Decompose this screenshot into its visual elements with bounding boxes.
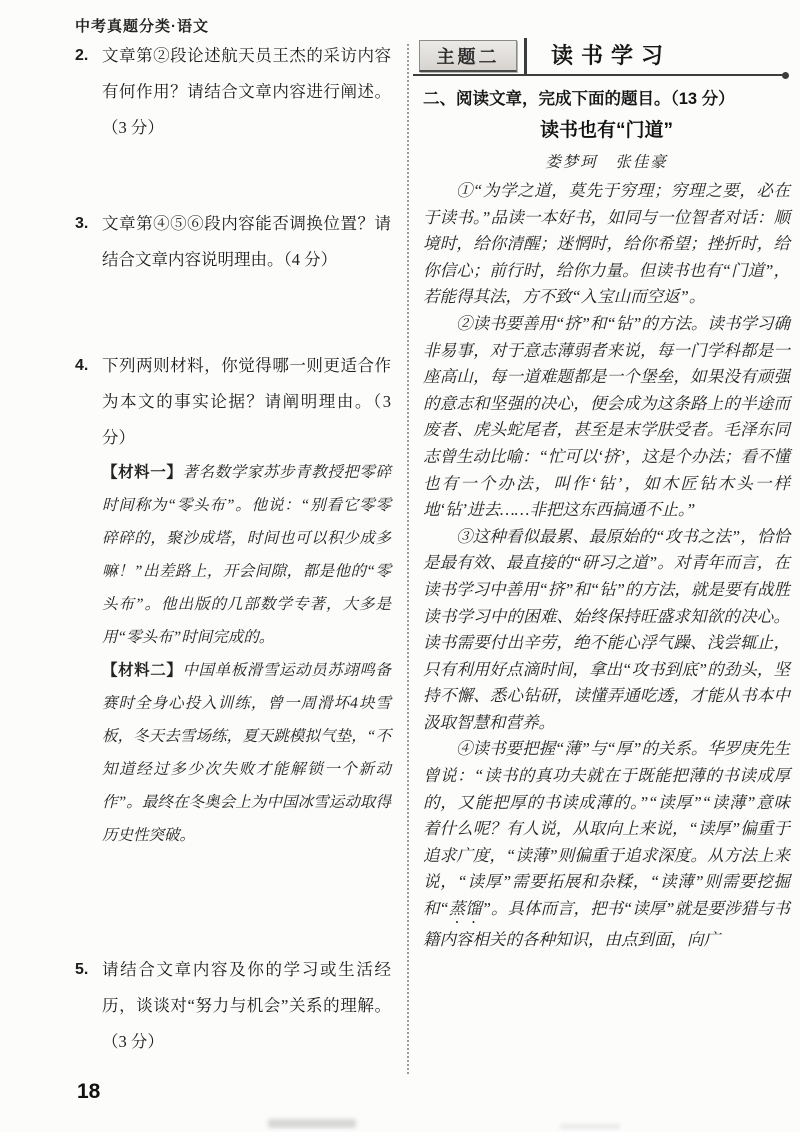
article-authors: 娄梦珂 张佳豪 (545, 154, 668, 171)
question-5-text: 请结合文章内容及你的学习或生活经历，谈谈对“努力与机会”关系的理解。（3 分） (102, 960, 391, 1051)
section-intro: 二、阅读文章，完成下面的题目。（13 分） (423, 90, 735, 108)
article-paragraph-4-emphasized: 蒸馏 (448, 899, 482, 919)
question-3-text: 文章第④⑤⑥段内容能否调换位置？请结合文章内容说明理由。（4 分） (102, 214, 391, 269)
question-5-number: 5. (75, 961, 89, 978)
article (423, 114, 790, 954)
material-1-label: 【材料一】 (102, 464, 183, 481)
page-number: 18 (77, 1080, 101, 1103)
question-2-text: 文章第②段论述航天员王杰的采访内容有何作用？请结合文章内容进行阐述。（3 分） (102, 46, 391, 137)
scan-smudge (268, 1119, 356, 1128)
material-1-text: 著名数学家苏步青教授把零碎时间称为“零头布”。他说：“别看它零零碎碎的，聚沙成塔，时间也可以积少成多嘛！”出差路上，开会间隙，都是他的“零头布”。他出版的几部数学专著，大多是用“零头布”时间完成的。 (102, 464, 391, 646)
question-2 (75, 38, 391, 146)
scan-smudge-right (560, 1124, 620, 1129)
theme-badge: 主题二 (419, 40, 517, 72)
article-paragraph-4 (423, 736, 790, 953)
article-paragraph-4-post: ”。具体而言，把书“读厚”就是要涉猎与书籍内容相关的各种知识，由点到面，向广 (423, 899, 791, 950)
question-5 (75, 952, 391, 1060)
article-title: 读书也有“门道” (539, 120, 673, 141)
theme-header-underline (413, 74, 784, 76)
theme-header (423, 40, 790, 82)
right-column (423, 40, 790, 954)
theme-title: 读书学习 (551, 43, 672, 68)
article-paragraph-3: ③这种看似最累、最原始的“攻书之法”，恰恰是最有效、最直接的“研习之道”。对青年而言，在读书学习中善用“挤”和“钻”的方法，就是要有战胜读书学习中的困难、始终保持旺盛求知欲的决心。读书需要付出辛劳，绝不能心浮气躁、浅尝辄止，只有利用好点滴时间，拿出“攻书到底”的劲头，坚持不懈、悉心钻研，读懂弄通吃透，才能从书本中汲取智慧和营养。 (423, 526, 790, 732)
question-4-number: 4. (75, 357, 89, 374)
article-paragraph-4-pre: ④读书要把握“薄”与“厚”的关系。华罗庚先生曾说：“读书的真功夫就在于既能把薄的书读成厚的，又能把厚的书读成薄的。”“读厚”“读薄”意味着什么呢？有人说，从取向上来说，“读厚”偏重于追求广度，“读薄”则偏重于追求深度。从方法上来说，“读厚”需要拓展和杂糅，“读薄”则需要挖掘和“ (423, 739, 790, 919)
material-2 (102, 654, 391, 852)
article-paragraph-1: ①“为学之道，莫先于穷理；穷理之要，必在于读书。”品读一本好书，如同与一位智者对话：顺境时，给你清醒；迷惘时，给你希望；挫折时，给你信心；前行时，给你力量。但读书也有“门道”，若能得其法，方不致“入宝山而空返”。 (423, 181, 790, 307)
article-paragraph-2: ②读书要善用“挤”和“钻”的方法。读书学习确非易事，对于意志薄弱者来说，每一门学科都是一座高山，每一道难题都是一个堡垒，如果没有顽强的意志和坚强的决心，便会成为这条路上的半途而废者、虎头蛇尾者，甚至是末学肤受者。毛泽东同志曾生动比喻：“忙可以‘挤’，这是个办法；看不懂也有一个办法，叫作‘钻’，如木匠钻木头一样地‘钻’进去……非把这东西搞通不止。” (423, 313, 790, 520)
question-4 (75, 348, 391, 456)
question-3 (75, 206, 391, 278)
question-2-number: 2. (75, 47, 89, 64)
question-4-materials (75, 456, 391, 852)
book-title-running-head: 中考真题分类·语文 (75, 18, 209, 35)
question-3-number: 3. (75, 215, 89, 232)
material-2-text: 中国单板滑雪运动员苏翊鸣备赛时全身心投入训练，曾一周滑坏4块雪板，冬天去雪场练，夏天跳模拟气垫，“不知道经过多少次失败才能解锁一个新动作”。最终在冬奥会上为中国冰雪运动取得历史性突破。 (102, 662, 391, 844)
left-column (75, 38, 391, 1060)
column-divider (407, 44, 409, 1074)
theme-header-vertical-rule (524, 38, 527, 74)
material-2-label: 【材料二】 (102, 662, 183, 679)
material-1 (102, 456, 391, 654)
question-4-text: 下列两则材料，你觉得哪一则更适合作为本文的事实论据？请阐明理由。（3 分） (102, 356, 391, 447)
